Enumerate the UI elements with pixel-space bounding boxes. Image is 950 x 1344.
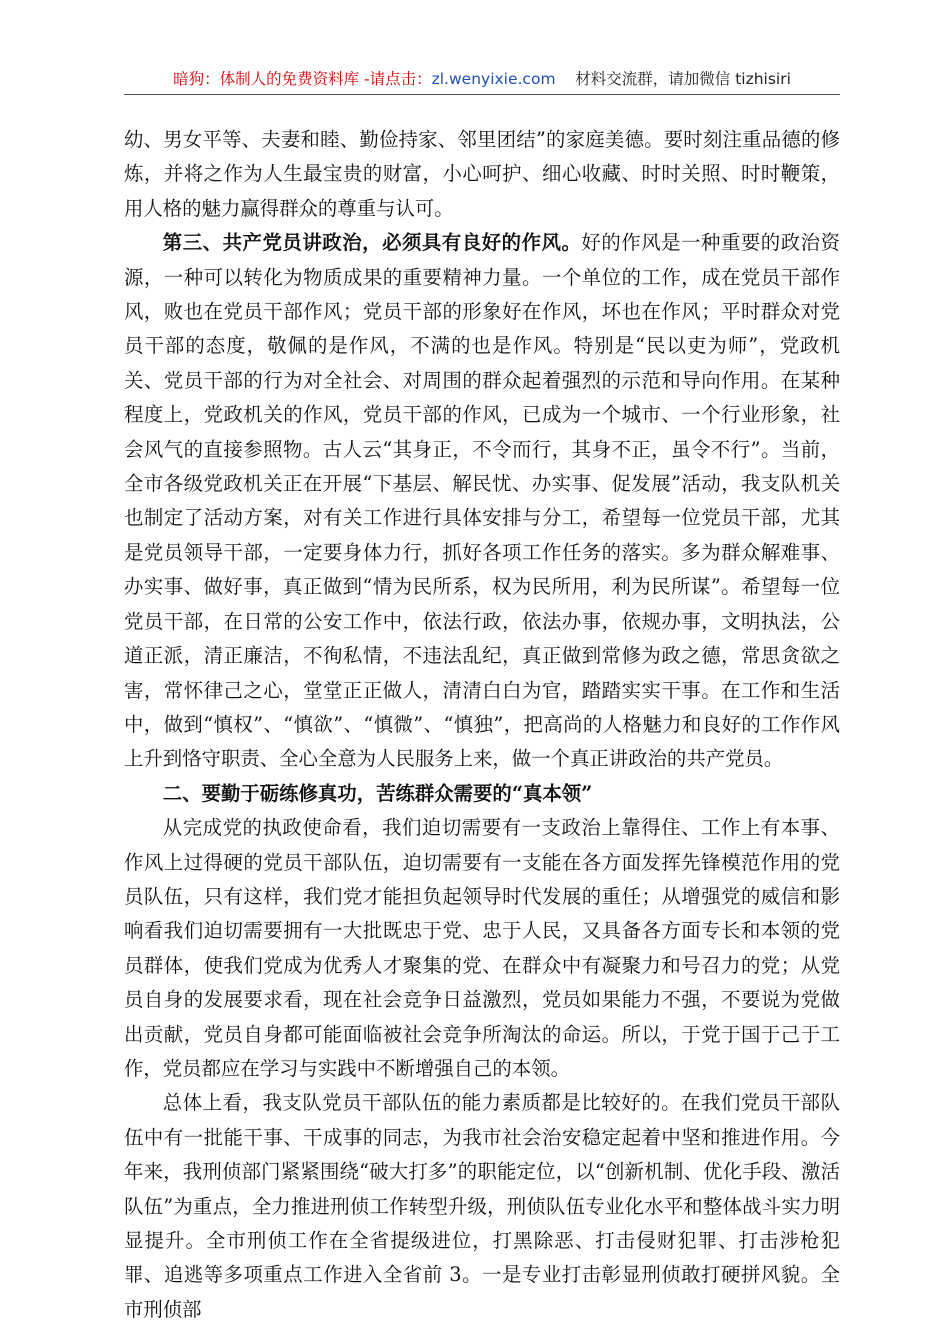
paragraph-body: 好的作风是一种重要的政治资源，一种可以转化为物质成果的重要精神力量。一个单位的工作，成在党员干部作风，败也在党员干部作风；党员干部的形象好在作风，坏也在作风；平时群众对党员干部的态度，敬佩的是作风，不满的也是作风。特别是“民以吏为师”，党政机关、党员干部的行为对全社会、对周围的群众起着强烈的示范和导向作用。在某种程度上，党政机关的作风，党员干部的作风，已成为一个城市、一个行业形象，社会风气的直接参照物。古人云“其身正，不令而行，其身不正，虽令不行”。当前，全市各级党政机关正在开展“下基层、解民忧、办实事、促发展”活动，我支队机关也制定了活动方案，对有关工作进行具体安排与分工，希望每一位党员干部，尤其是党员领导干部，一定要身体力行，抓好各项工作任务的落实。多为群众解难事、办实事、做好事，真正做到“情为民所系，权为民所用，利为民所谋”。希望每一位党员干部，在日常的公安工作中，依法行政，依法办事，依规办事，文明执法，公道正派，清正廉洁，不徇私情，不违法乱纪，真正做到常修为政之德，常思贪欲之害，常怀律己之心，堂堂正正做人，清清白白为官，踏踏实实干事。在工作和生活中，做到“慎权”、“慎欲”、“慎微”、“慎独”，把高尚的人格魅力和良好的工作作风上升到恪守职责、全心全意为人民服务上来，做一个真正讲政治的共产党员。	[124, 231, 841, 771]
paragraph-lead-bold: 第三、共产党员讲政治，必须具有良好的作风。	[162, 231, 582, 255]
document-body	[124, 123, 840, 1327]
page-header	[124, 64, 840, 95]
paragraph-continuation: 幼、男女平等、夫妻和睦、勤俭持家、邻里团结”的家庭美德。要时刻注重品德的修炼，并将之作为人生最宝贵的财富，小心呵护、细心收藏、时时关照、时时鞭策，用人格的魅力赢得群众的尊重与认可。	[124, 128, 840, 220]
paragraph-overview: 总体上看，我支队党员干部队伍的能力素质都是比较好的。在我们党员干部队伍中有一批能干事、干成事的同志，为我市社会治安稳定起着中坚和推进作用。今年来，我刑侦部门紧紧围绕“破大打多”的职能定位，以“创新机制、优化手段、激活队伍”为重点，全力推进刑侦工作转型升级，刑侦队伍专业化水平和整体战斗实力明显提升。全市刑侦工作在全省提级进位，打黑除恶、打击侵财犯罪、打击涉枪犯罪、追逃等多项重点工作进入全省前 3。一是专业打击彰显刑侦敢打硬拼风貌。全市刑侦部	[124, 1091, 840, 1321]
header-site-label: 暗狗：体制人的免费资料库 -请点击：	[173, 70, 432, 88]
paragraph-third-point	[124, 226, 840, 777]
paragraph-mission: 从完成党的执政使命看，我们迫切需要有一支政治上靠得住、工作上有本事、作风上过得硬的党员干部队伍，迫切需要有一支能在各方面发挥先锋模范作用的党员队伍，只有这样，我们党才能担负起领导时代发展的重任；从增强党的威信和影响看我们迫切需要拥有一大批既忠于党、忠于人民，又具备各方面专长和本领的党员群体，使我们党成为优秀人才聚集的党、在群众中有凝聚力和号召力的党；从党员自身的发展要求看，现在社会竞争日益激烈，党员如果能力不强，不要说为党做出贡献，党员自身都可能面临被社会竞争所淘汰的命运。所以，于党于国于己于工作，党员都应在学习与实践中不断增强自己的本领。	[124, 816, 840, 1080]
header-wechat-note: 材料交流群，请加微信 tizhisiri	[575, 70, 791, 88]
header-site-link[interactable]: zl.wenyixie.com	[431, 70, 556, 88]
section-heading: 二、要勤于砺练修真功，苦练群众需要的“真本领”	[162, 781, 593, 805]
